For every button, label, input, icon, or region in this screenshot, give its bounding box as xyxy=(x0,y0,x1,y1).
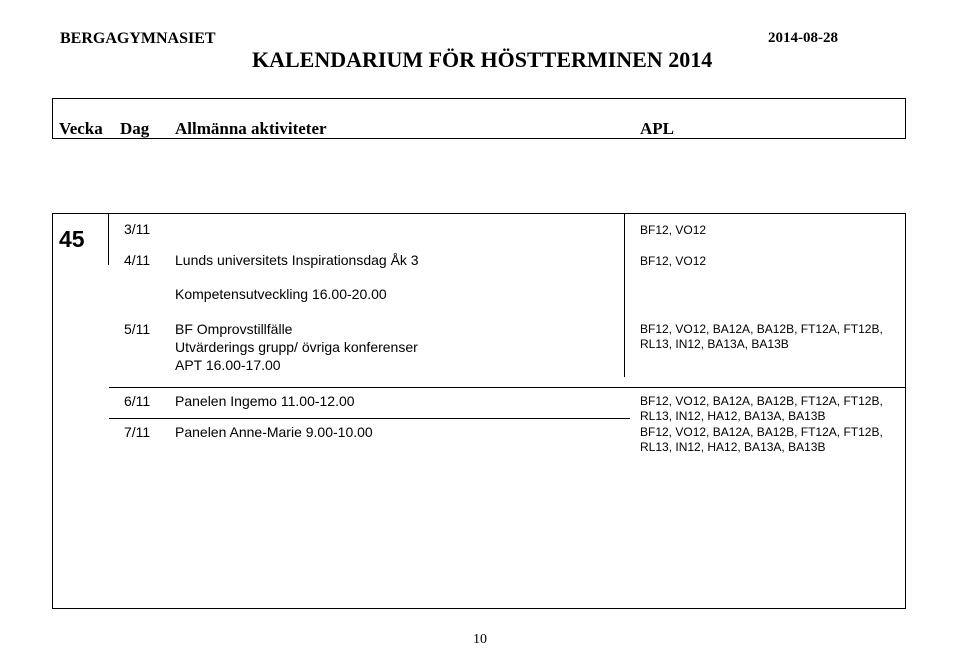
day-label: 3/11 xyxy=(124,221,151,237)
week-number: 45 xyxy=(59,226,85,252)
column-header-allmanna: Allmänna aktiviteter xyxy=(175,119,327,138)
column-header-vecka: Vecka xyxy=(59,119,103,138)
apl-classes: BF12, VO12, BA12A, BA12B, FT12A, FT12B, xyxy=(640,322,883,336)
apl-classes: BF12, VO12 xyxy=(640,254,707,268)
page-title: KALENDARIUM FÖR HÖSTTERMINEN 2014 xyxy=(252,47,713,72)
activity-text: Panelen Ingemo 11.00-12.00 xyxy=(175,393,355,409)
document-date: 2014-08-28 xyxy=(768,30,838,46)
column-divider xyxy=(108,214,109,265)
activity-text: APT 16.00-17.00 xyxy=(175,357,281,373)
activity-text: Panelen Anne-Marie 9.00-10.00 xyxy=(175,424,373,440)
page-number: 10 xyxy=(473,632,487,647)
apl-classes: BF12, VO12 xyxy=(640,223,707,237)
column-divider xyxy=(624,214,625,377)
column-header-row xyxy=(52,98,906,139)
day-label: 6/11 xyxy=(124,393,151,409)
activity-text: Lunds universitets Inspirationsdag Åk 3 xyxy=(175,252,419,268)
apl-classes: BF12, VO12, BA12A, BA12B, FT12A, FT12B, xyxy=(640,425,883,439)
column-header-apl: APL xyxy=(640,119,674,138)
apl-classes: RL13, IN12, HA12, BA13A, BA13B xyxy=(640,409,826,423)
apl-classes: RL13, IN12, BA13A, BA13B xyxy=(640,337,789,351)
activity-text: Utvärderings grupp/ övriga konferenser xyxy=(175,339,418,355)
activity-text: BF Omprovstillfälle xyxy=(175,321,293,337)
activity-text: Kompetensutveckling 16.00-20.00 xyxy=(175,286,387,302)
day-label: 5/11 xyxy=(124,321,151,337)
row-divider xyxy=(109,418,630,419)
day-label: 7/11 xyxy=(124,424,151,440)
school-name: BERGAGYMNASIET xyxy=(60,30,216,47)
apl-classes: BF12, VO12, BA12A, BA12B, FT12A, FT12B, xyxy=(640,394,883,408)
day-label: 4/11 xyxy=(124,252,151,268)
column-header-dag: Dag xyxy=(120,119,150,138)
apl-classes: RL13, IN12, HA12, BA13A, BA13B xyxy=(640,440,826,454)
row-divider xyxy=(109,387,905,388)
